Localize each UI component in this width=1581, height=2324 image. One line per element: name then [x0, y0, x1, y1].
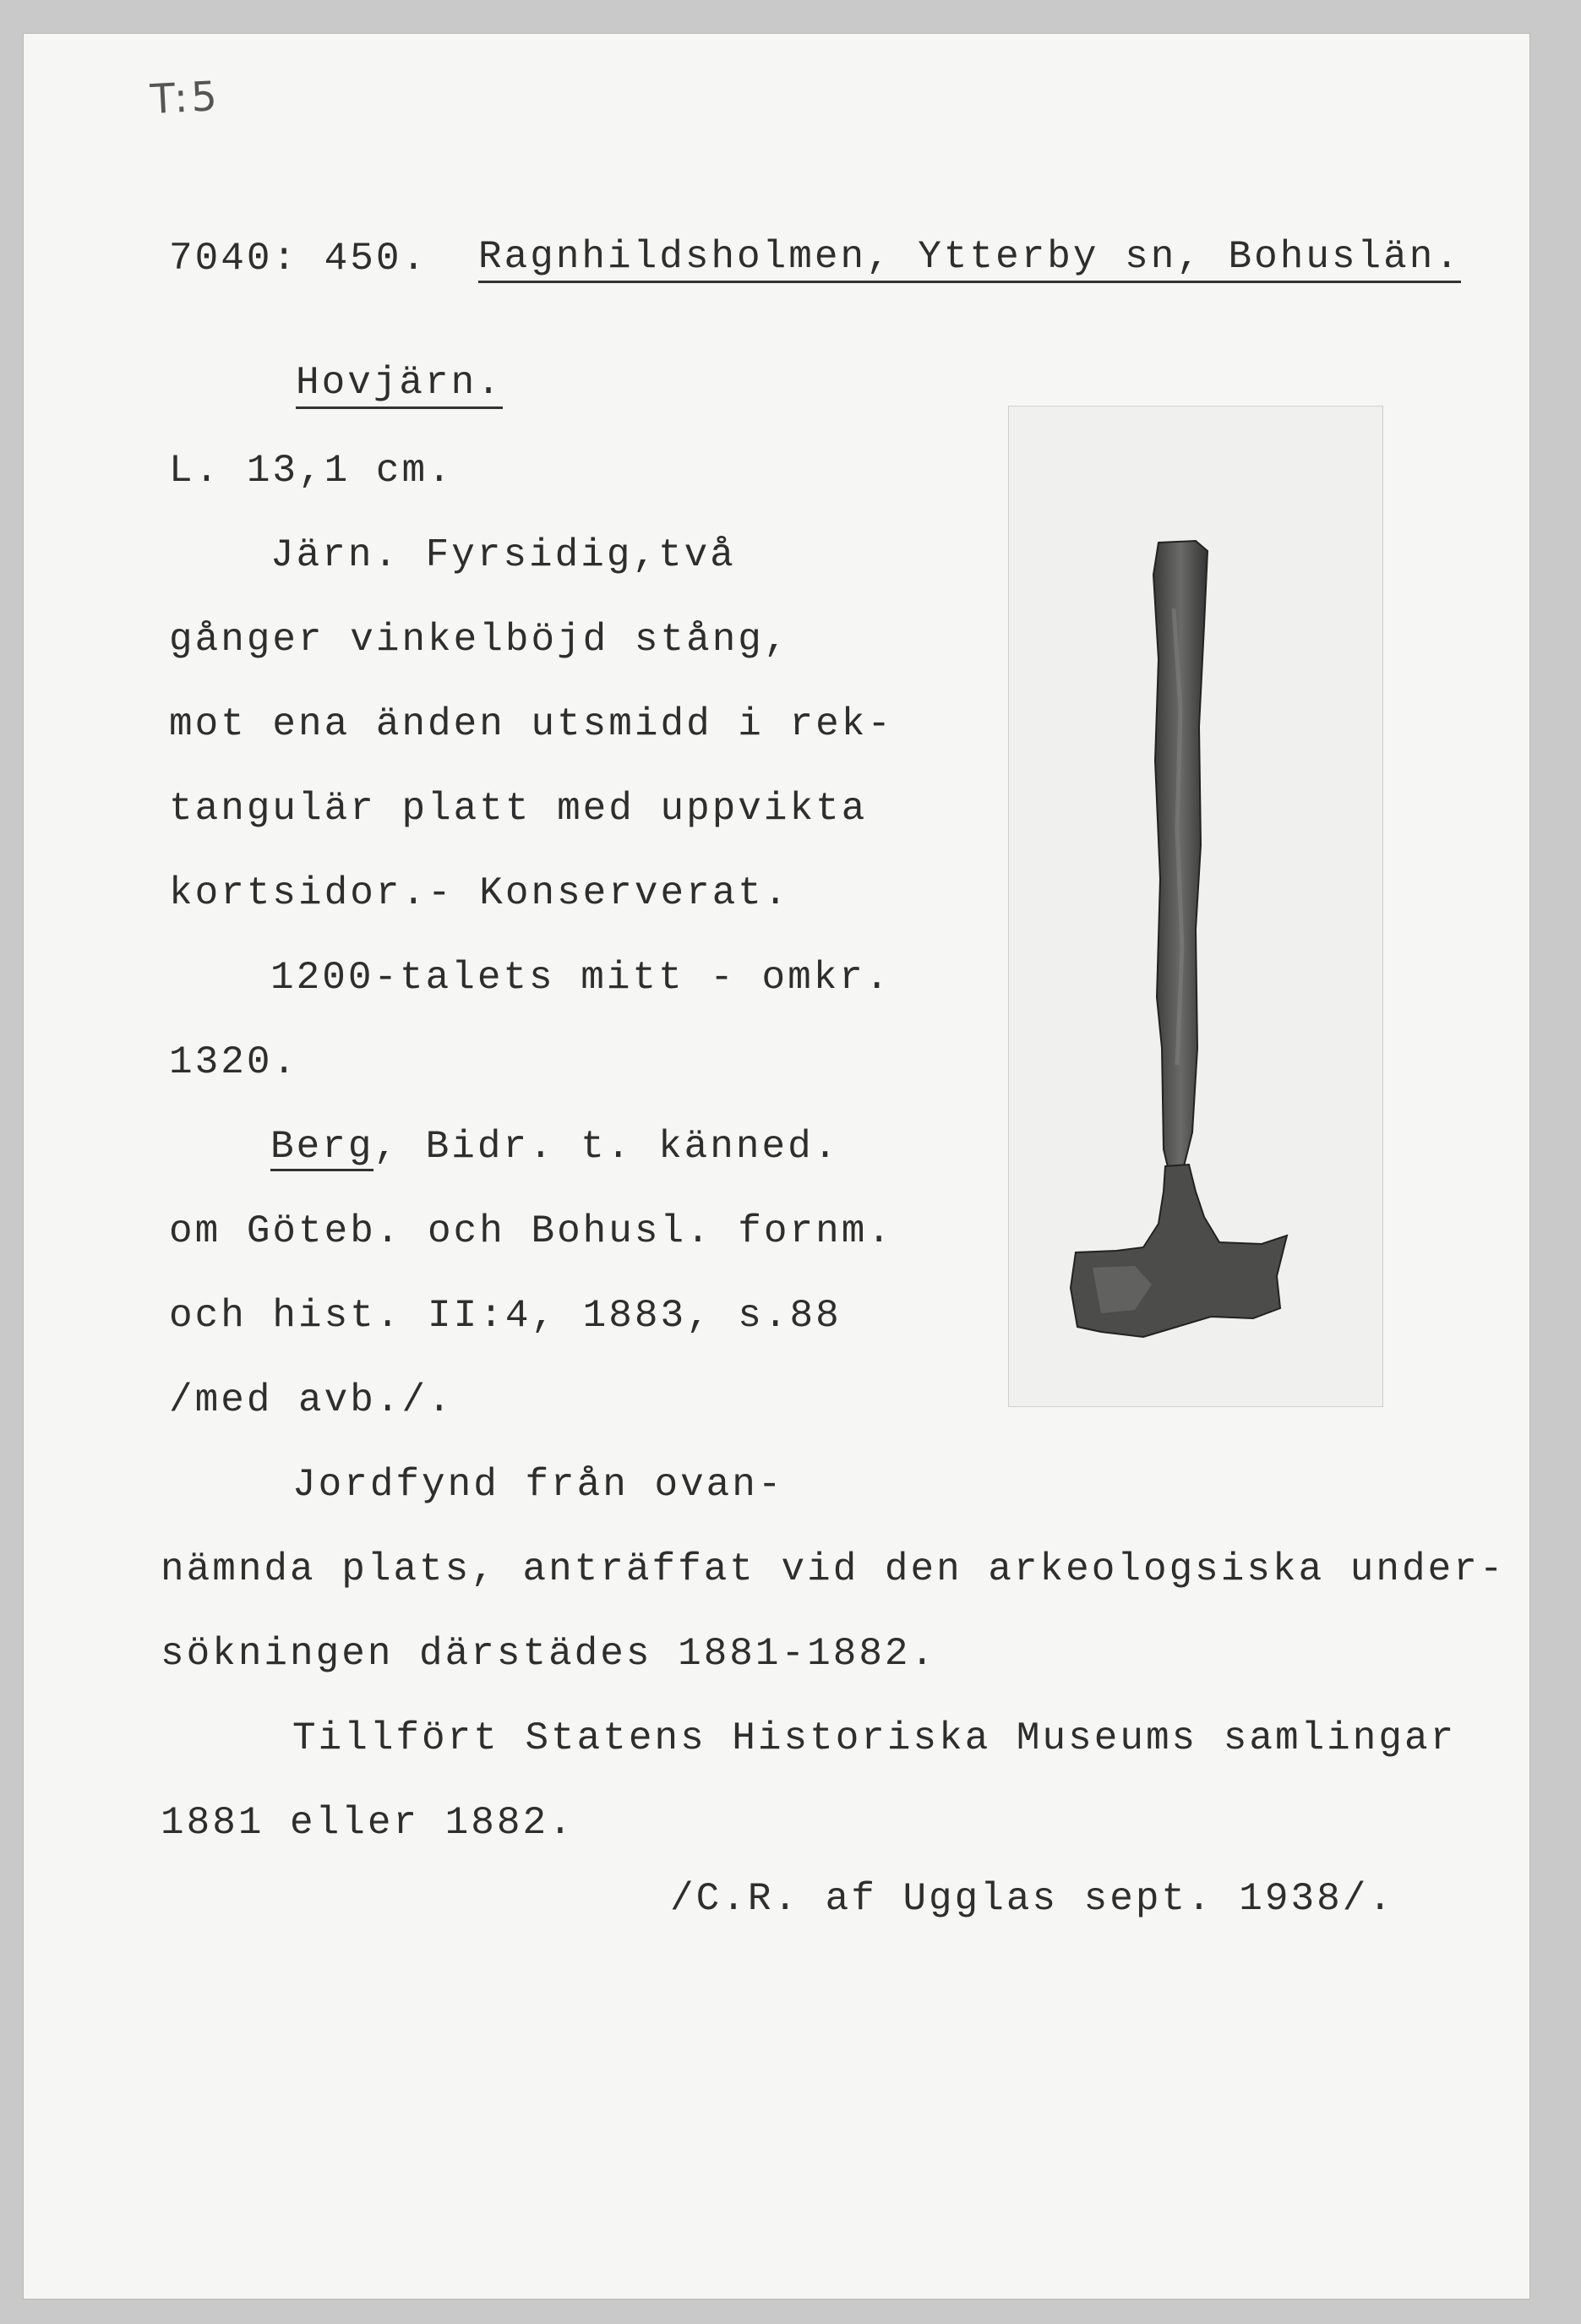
- signature: /C.R. af Ugglas sept. 1938/.: [670, 1877, 1394, 1921]
- dating-line-1: 1200-talets mitt - omkr.: [270, 956, 891, 1000]
- description-line-2: gånger vinkelböjd stång,: [169, 618, 790, 662]
- find-line-2: nämnda plats, anträffat vid den arkeologsiska under-: [161, 1547, 1506, 1591]
- provenance-line-1: Tillfört Statens Historiska Museums samlingar: [292, 1716, 1457, 1760]
- description-line-5: kortsidor.- Konserverat.: [169, 871, 790, 915]
- description-line-3: mot ena änden utsmidd i rek-: [169, 702, 893, 746]
- description-line-4: tangulär platt med uppvikta: [169, 787, 868, 831]
- object-photograph: [1008, 406, 1383, 1407]
- iron-shank: [1153, 541, 1208, 1170]
- reference-line-1: [270, 1121, 839, 1172]
- reference-author: Berg: [270, 1125, 373, 1171]
- hoof-iron-image: [1008, 406, 1383, 1407]
- reference-text: , Bidr. t. känned.: [373, 1125, 840, 1169]
- dating-line-2: 1320.: [169, 1040, 299, 1084]
- reference-line-4: /med avb./.: [169, 1378, 454, 1422]
- catalog-card: [24, 34, 1529, 2299]
- find-location: Ragnhildsholmen, Ytterby sn, Bohuslän.: [478, 233, 1461, 283]
- handwritten-reference: T:5: [149, 72, 222, 124]
- find-line-3: sökningen därstädes 1881-1882.: [161, 1632, 937, 1676]
- measurement: L. 13,1 cm.: [169, 449, 454, 493]
- description-line-1: Järn. Fyrsidig,två: [270, 533, 736, 577]
- reference-line-3: och hist. II:4, 1883, s.88: [169, 1294, 842, 1338]
- catalog-number: 7040: 450.: [169, 237, 428, 281]
- object-name: Hovjärn.: [296, 359, 503, 409]
- reference-line-2: om Göteb. och Bohusl. fornm.: [169, 1209, 893, 1253]
- find-line-1: Jordfynd från ovan-: [292, 1463, 784, 1507]
- provenance-line-2: 1881 eller 1882.: [161, 1801, 575, 1845]
